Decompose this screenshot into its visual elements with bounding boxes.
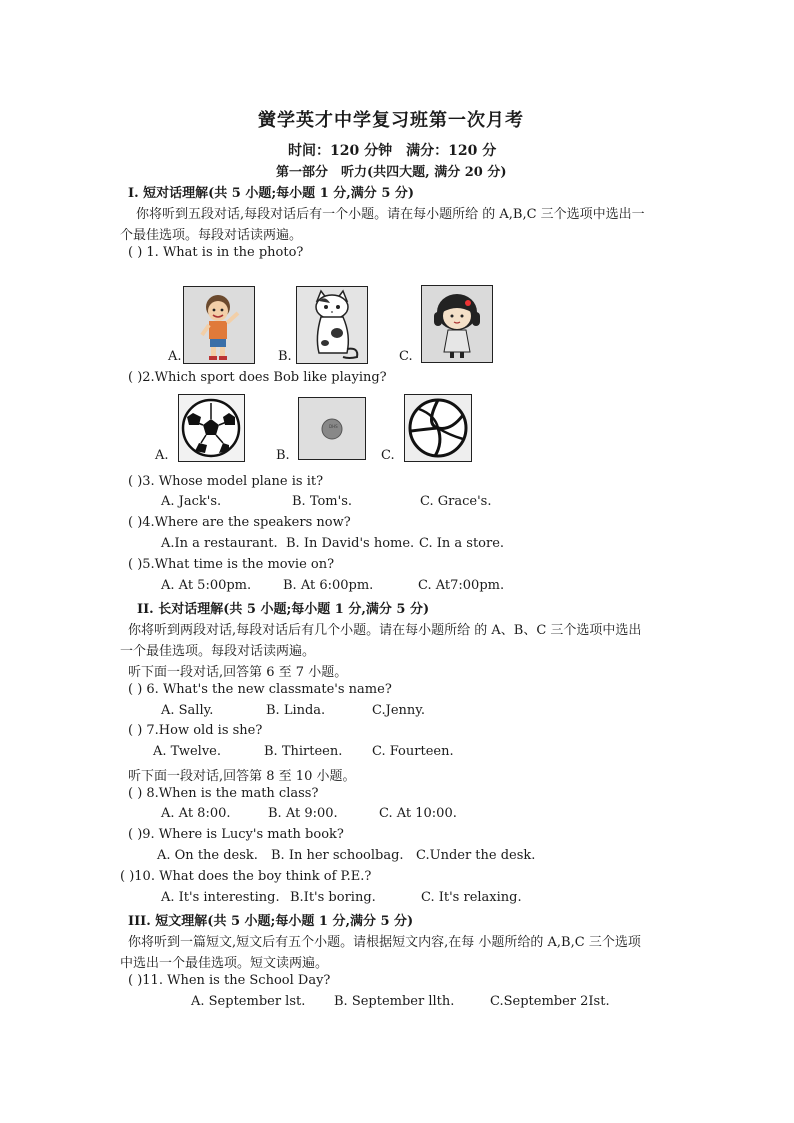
q3-option-c: C. Grace's. bbox=[420, 494, 492, 509]
question-4: ( )4.Where are the speakers now? bbox=[128, 515, 351, 530]
section-1-intro-cont: 个最佳选项。每段对话读两遍。 bbox=[120, 228, 303, 243]
q2-option-b: B. bbox=[276, 448, 290, 463]
question-8: ( ) 8.When is the math class? bbox=[128, 786, 319, 801]
question-1: ( ) 1. What is in the photo? bbox=[128, 245, 304, 260]
q6-option-c: C.Jenny. bbox=[372, 703, 426, 718]
q9-option-a: A. On the desk. bbox=[157, 848, 258, 863]
q9-option-c: C.Under the desk. bbox=[416, 848, 536, 863]
q11-option-b: B. September llth. bbox=[334, 994, 455, 1009]
page-title: 黉学英才中学复习班第一次月考 bbox=[258, 110, 524, 131]
q5-option-a: A. At 5:00pm. bbox=[161, 578, 252, 593]
q11-option-a: A. September lst. bbox=[191, 994, 306, 1009]
q1-option-c: C. bbox=[399, 349, 413, 364]
section-2-intro-cont: 一个最佳选项。每段对话读两遍。 bbox=[120, 644, 316, 659]
section-3-intro-cont: 中选出一个最佳选项。短文读两遍。 bbox=[120, 956, 329, 971]
section-1-intro: 你将听到五段对话,每段对话后有一个小题。请在每小题所给 的 A,B,C 三个选项中选出一 bbox=[136, 207, 645, 222]
section-1-heading: I. 短对话理解(共 5 小题;每小题 1 分,满分 5 分) bbox=[128, 186, 415, 201]
question-9: ( )9. Where is Lucy's math book? bbox=[128, 827, 344, 842]
q1-option-a: A. bbox=[168, 349, 182, 364]
section-3-heading: III. 短文理解(共 5 小题;每小题 1 分,满分 5 分) bbox=[128, 914, 414, 929]
q3-option-a: A. Jack's. bbox=[161, 494, 222, 509]
ping-pong-ball-picture bbox=[298, 397, 366, 460]
time-info: 时间：120 分钟 满分：120 分 bbox=[288, 143, 497, 159]
q7-option-b: B. Thirteen. bbox=[264, 744, 343, 759]
q7-option-c: C. Fourteen. bbox=[372, 744, 454, 759]
q4-option-c: C. In a store. bbox=[419, 536, 505, 551]
q8-option-c: C. At 10:00. bbox=[379, 806, 457, 821]
q4-option-b: B. In David's home. bbox=[286, 536, 415, 551]
question-2: ( )2.Which sport does Bob like playing? bbox=[128, 370, 387, 385]
svg-text:DHS: DHS bbox=[329, 424, 338, 429]
part-one-heading: 第一部分 听力(共四大题, 满分 20 分) bbox=[276, 165, 507, 180]
boy-picture bbox=[183, 286, 255, 364]
q5-option-b: B. At 6:00pm. bbox=[283, 578, 374, 593]
question-10: ( )10. What does the boy think of P.E.? bbox=[120, 869, 372, 884]
q5-option-c: C. At7:00pm. bbox=[418, 578, 505, 593]
question-5: ( )5.What time is the movie on? bbox=[128, 557, 335, 572]
cat-picture bbox=[296, 286, 368, 364]
question-3: ( )3. Whose model plane is it? bbox=[128, 474, 324, 489]
q9-option-b: B. In her schoolbag. bbox=[271, 848, 404, 863]
q8-option-b: B. At 9:00. bbox=[268, 806, 338, 821]
q8-option-a: A. At 8:00. bbox=[161, 806, 231, 821]
section-2-heading: II. 长对话理解(共 5 小题;每小题 1 分,满分 5 分) bbox=[137, 602, 430, 617]
q10-option-b: B.It's boring. bbox=[290, 890, 376, 905]
question-11: ( )11. When is the School Day? bbox=[128, 973, 331, 988]
q2-option-c: C. bbox=[381, 448, 395, 463]
q3-option-b: B. Tom's. bbox=[292, 494, 353, 509]
dialogue-2-instruction: 听下面一段对话,回答第 8 至 10 小题。 bbox=[128, 769, 356, 784]
section-2-intro: 你将听到两段对话,每段对话后有几个小题。请在每小题所给 的 A、B、C 三个选项中选出 bbox=[128, 623, 642, 638]
q10-option-a: A. It's interesting. bbox=[161, 890, 280, 905]
girl-picture bbox=[421, 285, 493, 363]
q4-option-a: A.In a restaurant. bbox=[161, 536, 278, 551]
question-7: ( ) 7.How old is she? bbox=[128, 723, 263, 738]
q6-option-a: A. Sally. bbox=[161, 703, 214, 718]
q1-option-b: B. bbox=[278, 349, 292, 364]
q7-option-a: A. Twelve. bbox=[153, 744, 222, 759]
soccer-ball-picture bbox=[178, 394, 245, 462]
q2-option-a: A. bbox=[155, 448, 169, 463]
q10-option-c: C. It's relaxing. bbox=[421, 890, 522, 905]
volleyball-picture bbox=[404, 394, 472, 462]
q11-option-c: C.September 2Ist. bbox=[490, 994, 610, 1009]
section-3-intro: 你将听到一篇短文,短文后有五个小题。请根据短文内容,在每 小题所给的 A,B,C 三个选项 bbox=[128, 935, 641, 950]
dialogue-1-instruction: 听下面一段对话,回答第 6 至 7 小题。 bbox=[128, 665, 348, 680]
question-6: ( ) 6. What's the new classmate's name? bbox=[128, 682, 392, 697]
q6-option-b: B. Linda. bbox=[266, 703, 326, 718]
